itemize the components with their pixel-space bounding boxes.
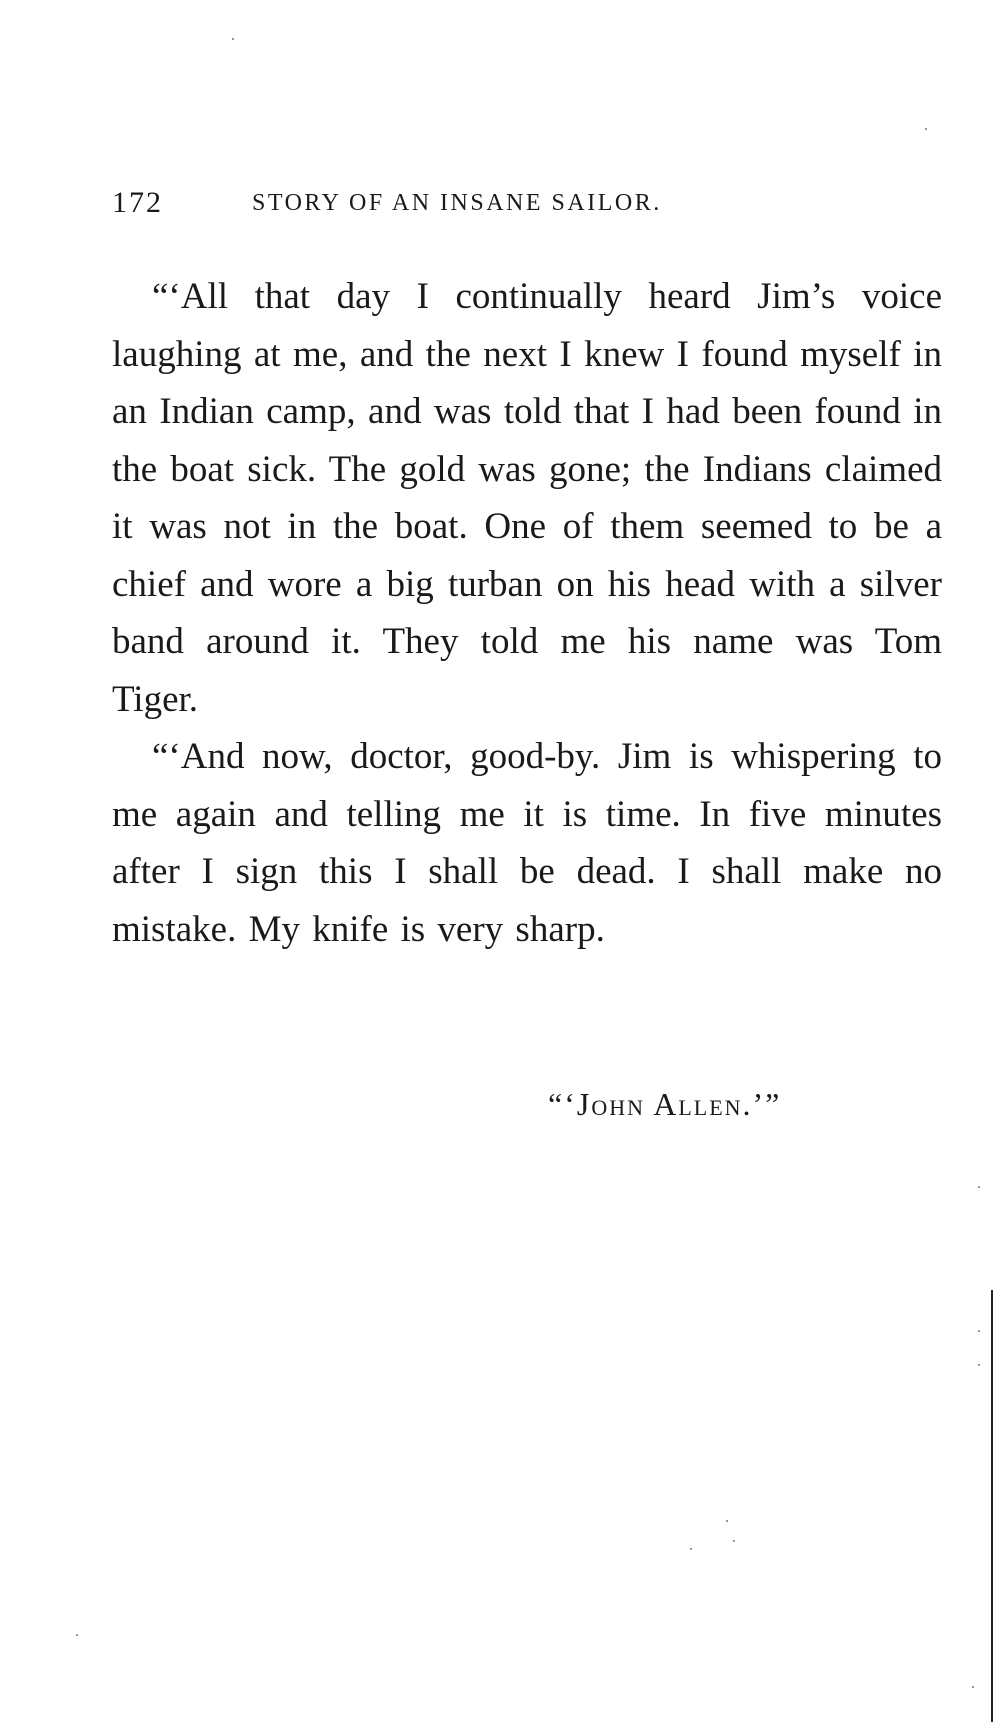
scan-speck	[733, 1540, 735, 1542]
scan-speck	[978, 1330, 980, 1332]
scan-speck	[76, 1634, 78, 1636]
scan-speck	[690, 1548, 692, 1550]
scan-speck	[978, 1186, 980, 1188]
paragraph-1: “‘All that day I continually heard Jim’s voice laughing at me, and the next I knew I found myself in an Indian camp, and was told that I had been found in the boat sick. The gold was gone; the Indians claimed it was not in the boat. One of them seemed to be a chief and wore a big turban on his head with a silver band around it. They told me his name was Tom Tiger.	[112, 276, 942, 720]
scan-speck	[726, 1520, 728, 1522]
scan-speck	[232, 38, 234, 40]
scan-speck	[925, 128, 927, 130]
running-title: STORY OF AN INSANE SAILOR.	[252, 190, 662, 216]
page-number: 172	[112, 186, 163, 219]
page-edge-shadow	[991, 1290, 993, 1722]
scan-speck	[972, 1686, 974, 1688]
running-head	[112, 186, 942, 226]
body-text	[112, 268, 942, 958]
paragraph-2: “‘And now, doctor, good-by. Jim is whispering to me again and telling me it is time. In five minutes after I sign this I shall be dead. I shall make no mistake. My knife is very sharp.	[112, 736, 942, 950]
signature: “‘John Allen.’”	[548, 1086, 782, 1122]
scan-speck	[978, 1364, 980, 1366]
